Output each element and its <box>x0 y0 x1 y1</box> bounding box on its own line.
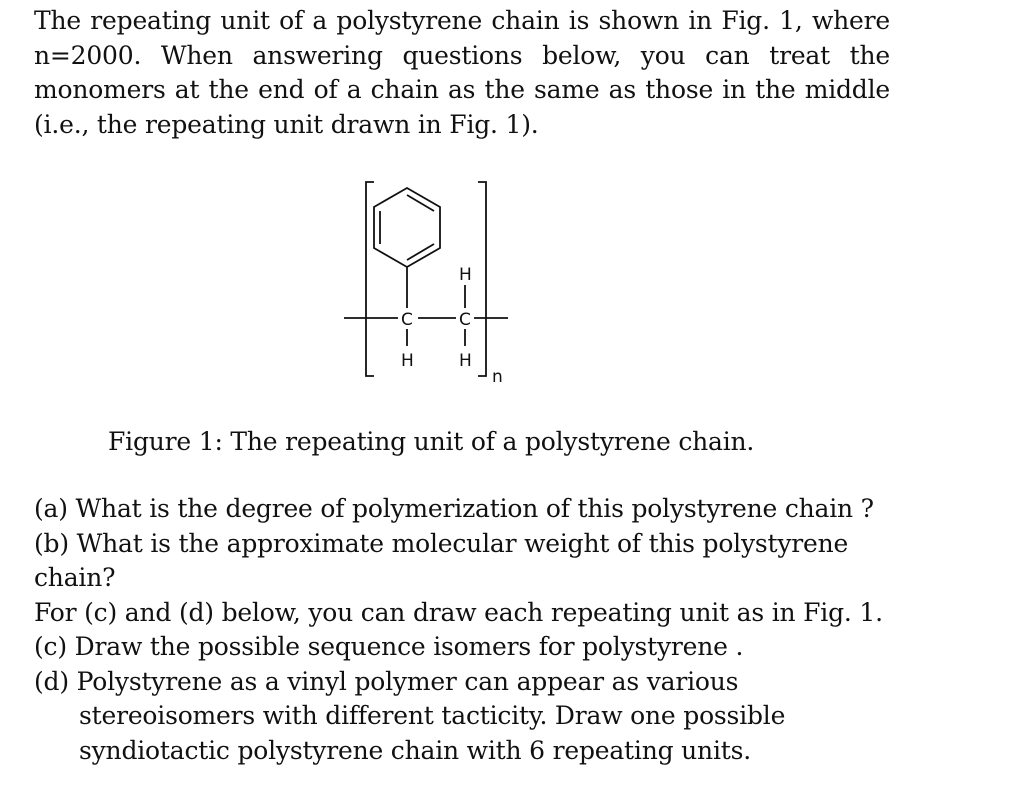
atom-carbon-2: C <box>459 310 471 330</box>
repeat-subscript-n: n <box>492 367 503 387</box>
right-bracket <box>478 182 486 376</box>
atom-hydrogen-top: H <box>459 265 472 285</box>
question-a: (a) What is the degree of polymerization of this polystyrene chain ? <box>34 494 874 523</box>
ring-double-bond-1 <box>407 195 434 211</box>
question-c: (c) Draw the possible sequence isomers for polystyrene . <box>34 632 744 661</box>
question-d: (d) Polystyrene as a vinyl polymer can appear as various stereoisomers with different tacticity. Draw one possible syndiotactic polystyrene chain with 6 repeating units. <box>34 666 786 765</box>
polystyrene-structure-figure <box>330 170 530 400</box>
intro-paragraph: The repeating unit of a polystyrene chain is shown in Fig. 1, where n=2000. When answering questions below, you can treat the monomers at the end of a chain as the same as those in the middle (i.e., the repeating unit drawn in Fig. 1). <box>34 6 890 139</box>
question-b: (b) What is the approximate molecular weight of this polystyrene chain? <box>34 528 849 592</box>
figure-caption: Figure 1: The repeating unit of a polystyrene chain. <box>108 427 755 456</box>
left-bracket <box>366 182 374 376</box>
atom-carbon-1: C <box>401 310 413 330</box>
ring-double-bond-2 <box>407 244 434 260</box>
benzene-ring <box>374 188 440 267</box>
instruction-note: For (c) and (d) below, you can draw each repeating unit as in Fig. 1. <box>34 597 883 627</box>
atom-hydrogen-bottom-1: H <box>401 351 414 371</box>
structure-diagram <box>330 170 530 400</box>
atom-hydrogen-bottom-2: H <box>459 351 472 371</box>
questions-list <box>34 492 904 768</box>
